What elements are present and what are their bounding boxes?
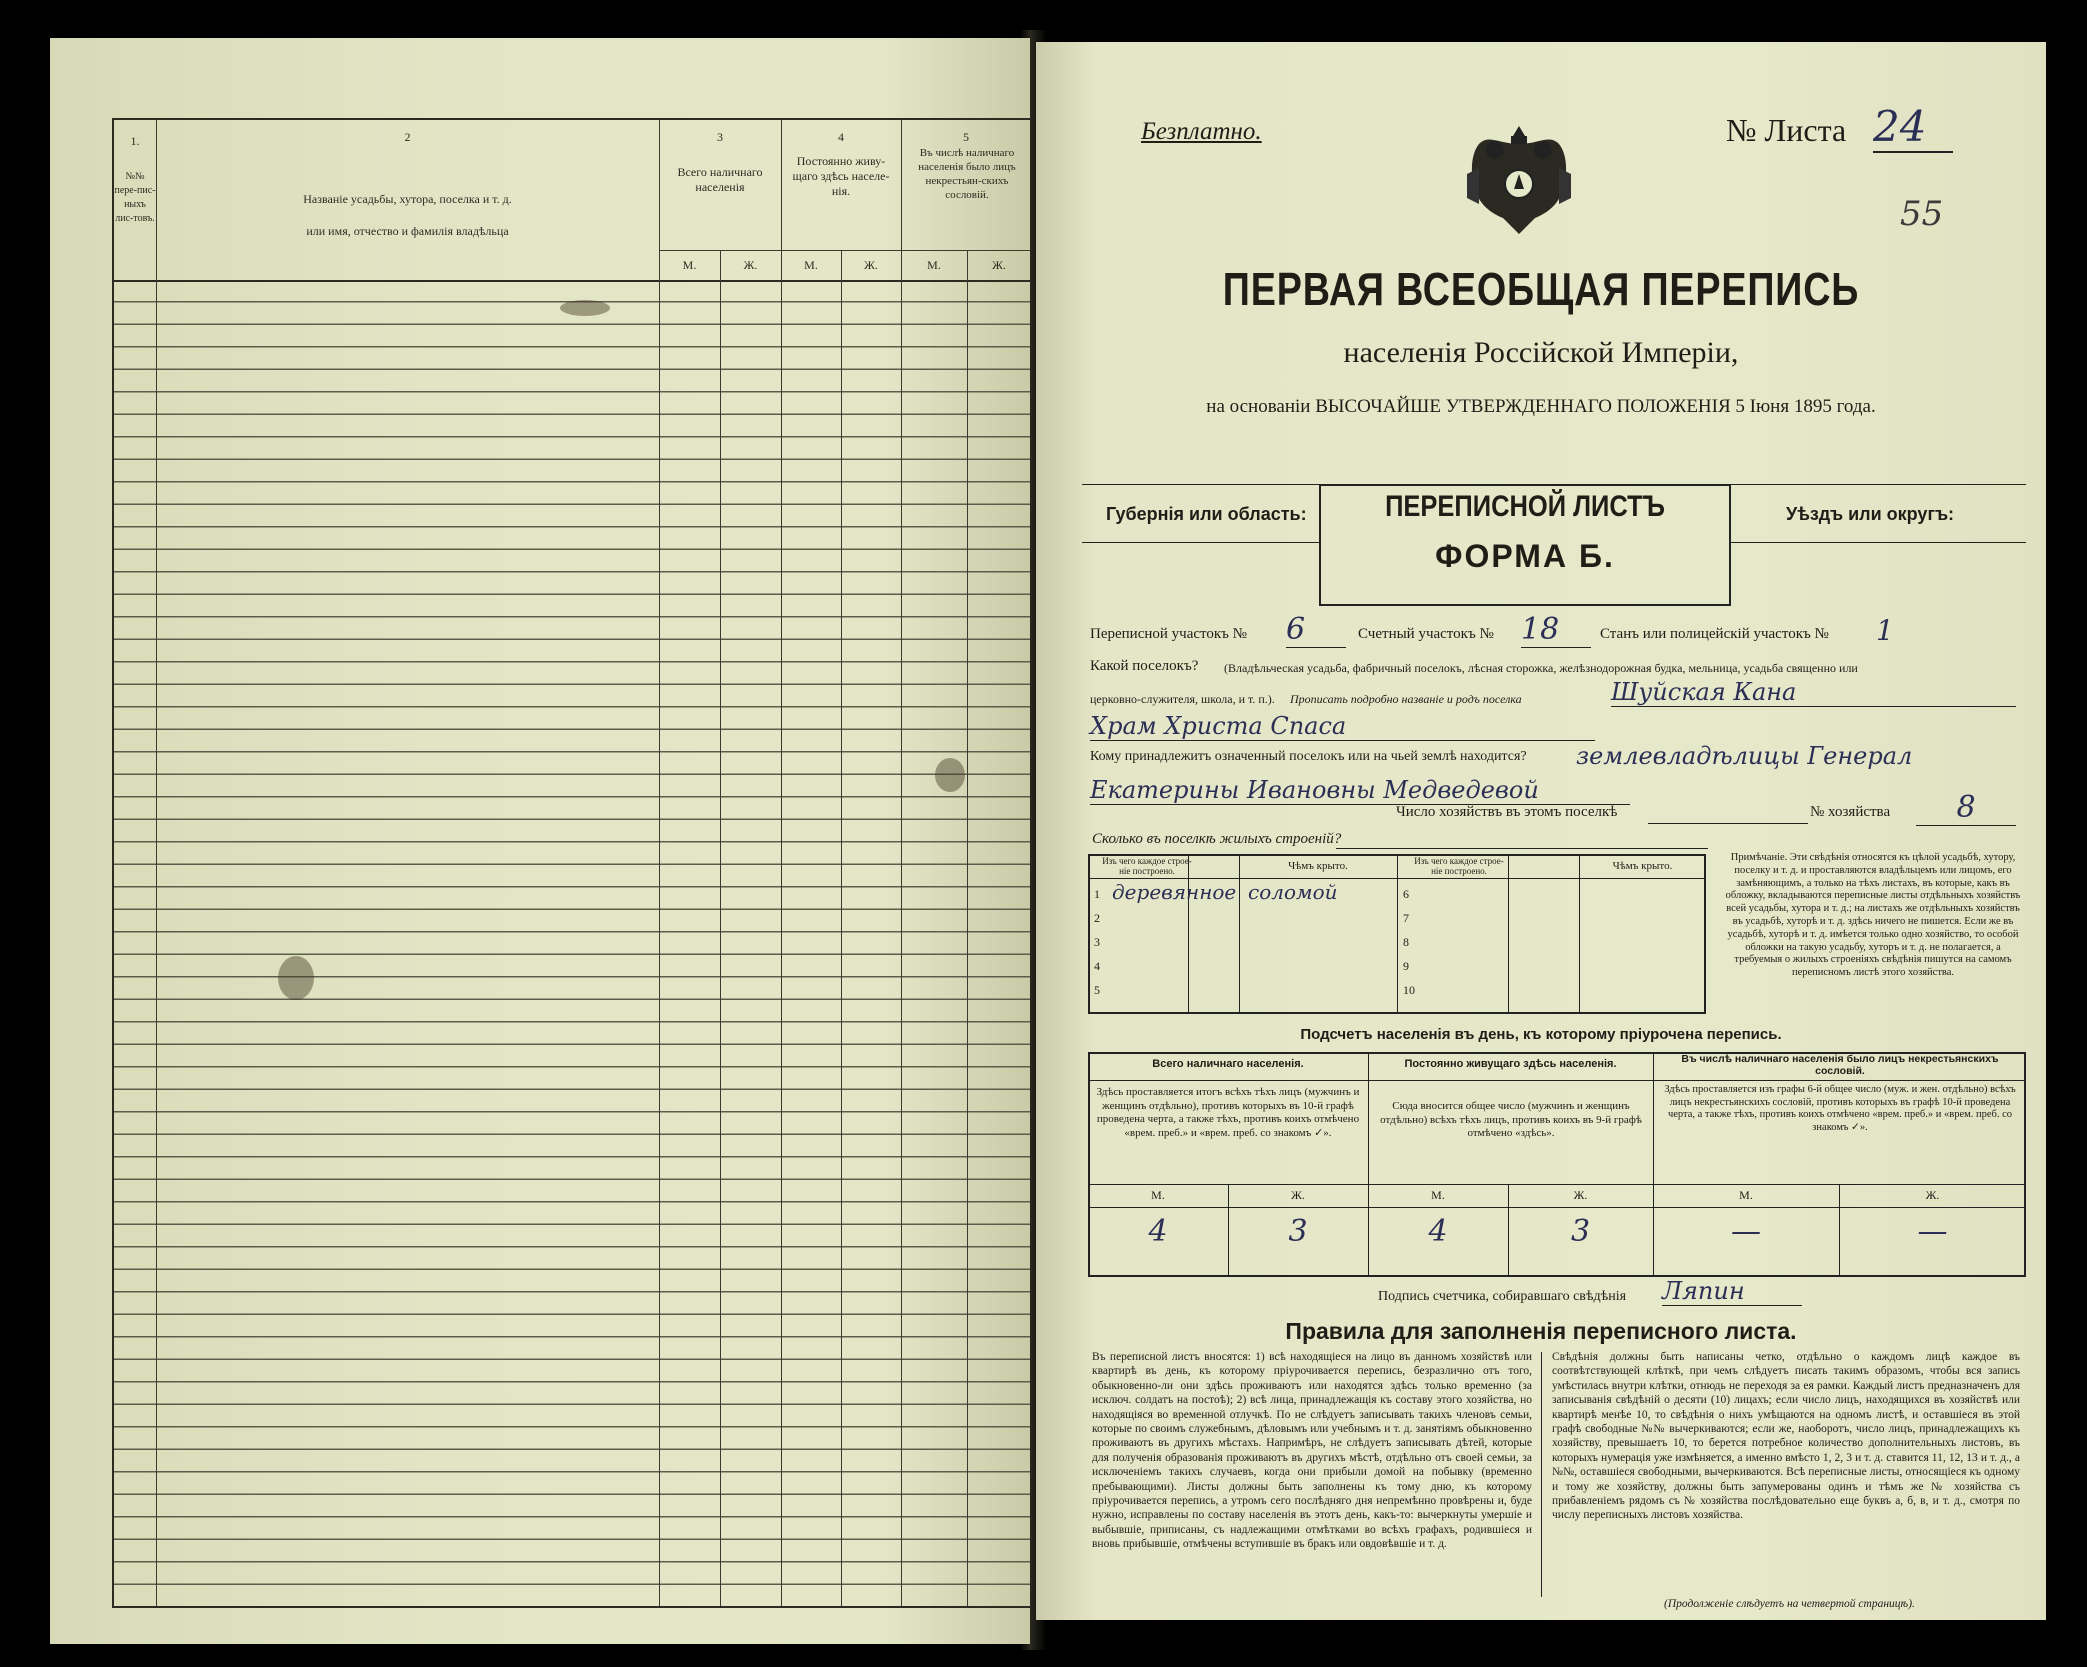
col4-number: 4 [838, 130, 844, 144]
building-row-num: 1 [1094, 887, 1100, 901]
col2-label-1: Названіе усадьбы, хутора, поселка и т. д. [303, 192, 512, 206]
register-table-rows [114, 280, 1030, 1606]
count-col3-male: М. [1739, 1188, 1753, 1202]
rules-title: Правила для заполненія переписного листа. [1285, 1318, 1797, 1344]
buildings-note: Примѣчаніе. Эти свѣдѣнія относятся къ цѣлой усадьбѣ, хутору, поселку и т. д. и проставляются владѣльцемъ или лицомъ, его замѣняющимъ, а только на тѣхъ листахъ, въ которые, какъ въ обложку, вкладываются переписные листы отдѣльныхъ хозяйствъ всей усадьбы, хутора и т. д.; на листахъ же отдѣльныхъ хозяйствъ въ усадьбѣ, хуторѣ и т. д. здѣсь ничего не пишется. Если же въ усадьбѣ, хуторѣ и т. д. имѣется только одно хозяйство, то особой обложки на такую усадьбу, хуторъ и т. д. не полагается, а требуемыя о жилыхъ строеніяхъ свѣдѣнія пишутся на самомъ переписномъ листѣ этого хозяйства. [1725, 852, 2021, 979]
stan-value[interactable]: 1 [1876, 614, 1894, 647]
building-row-num: 7 [1403, 911, 1409, 925]
buildings-col-material-right: Изъ чего каждое строе-ніе построено. [1414, 856, 1504, 876]
census-section-value[interactable]: 6 [1286, 612, 1346, 648]
count-value-resident-female[interactable]: 3 [1570, 1214, 1591, 1249]
col5-female: Ж. [992, 258, 1006, 272]
count-col3-female: Ж. [1925, 1188, 1940, 1202]
building-1-roof[interactable]: соломой [1248, 880, 1338, 904]
col3-female: Ж. [743, 258, 758, 272]
census-basis: на основаніи ВЫСОЧАЙШЕ УТВЕРЖДЕННАГО ПОЛОЖЕНІЯ 5 Іюня 1895 года. [1206, 396, 1876, 417]
col1-label: №№ пере-пис-ныхъ лис-товъ. [114, 171, 156, 224]
register-table-header [114, 120, 1030, 282]
buildings-col-roof-right: Чѣмъ крыто. [1612, 860, 1673, 872]
building-row-num: 6 [1403, 887, 1409, 901]
form-title-2: ФОРМА Б. [1435, 538, 1615, 574]
col2-label-2: или имя, отчество и фамилія владѣльца [306, 224, 509, 238]
building-row-num: 2 [1094, 911, 1100, 925]
census-subtitle: населенія Россійской Имперіи, [1343, 336, 1739, 369]
ink-stain [935, 758, 965, 792]
household-register-table [112, 118, 1030, 1608]
census-section-label: Переписной участокъ № [1090, 626, 1247, 642]
count-col2-desc: Сюда вносится общее число (мужчинъ и женщинъ отдѣльно) всѣхъ тѣхъ лицъ, противъ коихъ въ 9-й графѣ отмѣчено «здѣсь». [1380, 1100, 1642, 1139]
sheet-number-value[interactable]: 24 [1873, 102, 1953, 153]
settlement-hint-3: Прописать подробно названіе и родъ поселка [1290, 692, 1522, 706]
building-row-num: 8 [1403, 935, 1409, 949]
owner-value-1[interactable]: землевладѣлицы Генерал [1576, 742, 1913, 770]
count-col1-title: Всего наличнаго населенія. [1152, 1058, 1304, 1070]
count-value-present-male[interactable]: 4 [1148, 1214, 1168, 1249]
left-page [50, 38, 1030, 1644]
building-1-material[interactable]: деревянное [1112, 880, 1237, 904]
sheet-number-label: № Листа [1726, 112, 1847, 148]
count-col2-female: Ж. [1573, 1188, 1588, 1202]
census-title: ПЕРВАЯ ВСЕОБЩАЯ ПЕРЕПИСЬ [1222, 263, 1860, 315]
col1-number: 1. [130, 134, 140, 148]
count-value-resident-male[interactable]: 4 [1428, 1214, 1448, 1249]
households-label: Число хозяйствъ въ этомъ поселкѣ [1396, 804, 1618, 820]
count-col3-desc: Здѣсь проставляется изъ графы 6-й общее число (муж. и жен. отдѣльно) всѣхъ лицъ некрестьянскихъ сословій, противъ которыхъ въ графѣ 10-й проведена черта, а также тѣхъ, противъ коихъ отмѣчено «врем. преб.» и «врем. преб. со знакомъ ✓». [1664, 1084, 2016, 1133]
ink-stain [560, 300, 610, 316]
count-col2-title: Постоянно живущаго здѣсь населенія. [1404, 1058, 1617, 1070]
count-col1-female: Ж. [1291, 1188, 1305, 1202]
col4-label: Постоянно живу-щаго здѣсь населе-нія. [792, 154, 890, 198]
settlement-label: Какой поселокъ? [1090, 658, 1199, 674]
settlement-value-2[interactable]: Храм Христа Спаса [1090, 712, 1595, 741]
household-number-value[interactable]: 8 [1916, 790, 2016, 826]
count-col1-male: М. [1151, 1188, 1165, 1202]
pencil-number: 55 [1900, 194, 1944, 234]
imperial-eagle-emblem [1459, 114, 1579, 244]
count-col1-desc: Здѣсь проставляется итогъ всѣхъ тѣхъ лицъ (мужчинъ и женщинъ отдѣльно), противъ которыхъ въ 10-й графѣ проведена черта, а также тѣхъ, противъ коихъ отмѣчено «врем. преб.» и «врем. преб. со знакомъ ✓». [1096, 1086, 1360, 1139]
building-row-num: 4 [1094, 959, 1100, 973]
continued-note: (Продолженіе слѣдуетъ на четвертой страницѣ). [1664, 1598, 1915, 1610]
building-row-num: 3 [1094, 935, 1100, 949]
settlement-value-1[interactable]: Шуйская Кана [1611, 678, 2016, 707]
ink-stain [278, 956, 314, 1000]
col3-number: 3 [717, 130, 723, 144]
building-row-num: 10 [1403, 983, 1415, 997]
building-row-num: 9 [1403, 959, 1409, 973]
settlement-hint-1: (Владѣльческая усадьба, фабричный поселокъ, лѣсная сторожка, желѣзнодорожная будка, мельница, усадьба священно или [1224, 661, 1858, 675]
right-page [1036, 42, 2046, 1620]
col4-female: Ж. [864, 258, 878, 272]
population-count-title: Подсчетъ населенія въ день, къ которому пріурочена перепись. [1300, 1026, 1782, 1043]
buildings-label: Сколько въ поселкѣ жилыхъ строеній? [1092, 831, 1342, 847]
count-col3-title: Въ числѣ наличнаго населенія было лицъ некрестьянскихъ сословій. [1681, 1053, 1999, 1077]
count-section-value[interactable]: 18 [1521, 612, 1591, 648]
settlement-hint-2: церковно-служителя, школа, и т. п.). [1090, 692, 1275, 706]
col3-male: М. [682, 258, 697, 272]
buildings-col-material-left: Изъ чего каждое строе-ніе построено. [1102, 856, 1192, 876]
counter-signature[interactable]: Ляпин [1662, 1277, 1802, 1306]
col3-label: Всего наличнаго населенія [677, 165, 763, 194]
owner-label: Кому принадлежитъ означенный поселокъ или на чьей землѣ находится? [1090, 749, 1527, 764]
col4-male: М. [804, 258, 818, 272]
col5-number: 5 [963, 130, 969, 144]
count-value-nonpeasant-female[interactable]: — [1917, 1214, 1948, 1249]
count-col2-male: М. [1431, 1188, 1445, 1202]
count-value-present-female[interactable]: 3 [1288, 1214, 1308, 1249]
free-label: Безплатно. [1141, 118, 1262, 145]
col5-male: М. [927, 258, 941, 272]
signature-label: Подпись счетчика, собиравшаго свѣдѣнія [1378, 1289, 1627, 1304]
owner-value-2[interactable]: Екатерины Ивановны Медведевой [1090, 776, 1630, 805]
count-value-nonpeasant-male[interactable]: — [1731, 1214, 1761, 1249]
count-section-label: Счетный участокъ № [1358, 626, 1494, 642]
district-label: Уѣздъ или округъ: [1786, 504, 1955, 524]
rules-right-column: Свѣдѣнія должны быть написаны четко, отдѣльно о каждомъ лицѣ каждое въ соотвѣтствующей клѣткѣ, при чемъ слѣдуетъ писать такимъ образомъ, чтобы вся запись умѣстилась внутри клѣтки, отнюдь не переходя за ея рамки. Каждый листъ предназначенъ для записыванія свѣдѣній о десяти (10) лицахъ; если число лицъ, находящихся въ хозяйствѣ или квартирѣ менѣе 10, то свѣдѣнія о нихъ умѣщаются на одномъ листѣ, и оставшіеся въ этой графѣ свободные №№ вычеркиваются; если же, наоборотъ, число лицъ, принадлежащихъ къ хозяйству, превышаетъ 10, то берется потребное количество дополнительныхъ листовъ, въ которыхъ нумерація уже измѣняется, а именно вмѣсто 1, 2, 3 и т. д. ставится 11, 12, 13 и т. д., а №№, оставшіеся свободными, вычеркиваются. Всѣ переписные листы, относящіеся къ одному и тому же хозяйству, должны быть запумерованы одинъ и тѣмъ же № хозяйства съ прибавленіемъ рядомъ съ № хозяйства послѣдовательно еще буквъ а, б, в, и т. д., смотря по числу переписныхъ листовъ хозяйства. [1552, 1351, 2020, 1522]
col5-label: Въ числѣ наличнаго населенія было лицъ некрестьян-скихъ сословій. [918, 147, 1016, 201]
household-number-label: № хозяйства [1810, 804, 1891, 820]
province-label: Губернія или область: [1106, 504, 1307, 524]
building-row-num: 5 [1094, 983, 1100, 997]
stan-label: Станъ или полицейскій участокъ № [1600, 626, 1829, 642]
buildings-col-roof-left: Чѣмъ крыто. [1288, 860, 1348, 872]
col2-number: 2 [404, 130, 411, 144]
form-title-1: ПЕРЕПИСНОЙ ЛИСТЪ [1385, 490, 1665, 523]
rules-left-column: Въ переписной листъ вносятся: 1) всѣ находящіеся на лицо въ данномъ хозяйствѣ или квартирѣ въ день, къ которому пріурочивается перепись, безразлично отъ того, обыкновенно-ли они здѣсь проживаютъ или находятся здѣсь только временно (за исключ. солдатъ на постоѣ); 2) всѣ лица, принадлежащія къ составу этого хозяйства, но находящіяся во временной отлучкѣ. По не слѣдуетъ записывать такихъ членовъ семьи, которые по своимъ служебнымъ, дѣловымъ или учебнымъ и т. д. занятіямъ обыкновенно проживаютъ въ другихъ мѣстахъ. Напримѣръ, не слѣдуетъ записывать дѣтей, которые для полученія образованія проживаютъ въ другихъ мѣстѣ, отдѣльно отъ своей семьи, за исключеніемъ такихъ случаевъ, когда они прибыли домой на побывку (временно пребывающими). Листы должны быть заполнены къ тому дню, къ которому пріурочивается перепись, а утромъ сего послѣдняго дня непремѣнно провѣрены и, буде нужно, исправлены по составу населенія въ этотъ день, какъ-то: вычеркнуты умершіе и выбывшіе, приписаны, съ надлежащими отмѣтками во всѣхъ графахъ, родившіеся и вновь прибывшіе, отмѣчены вступившіе въ бракъ или овдовѣвшіе и т. д. [1092, 1351, 1532, 1551]
